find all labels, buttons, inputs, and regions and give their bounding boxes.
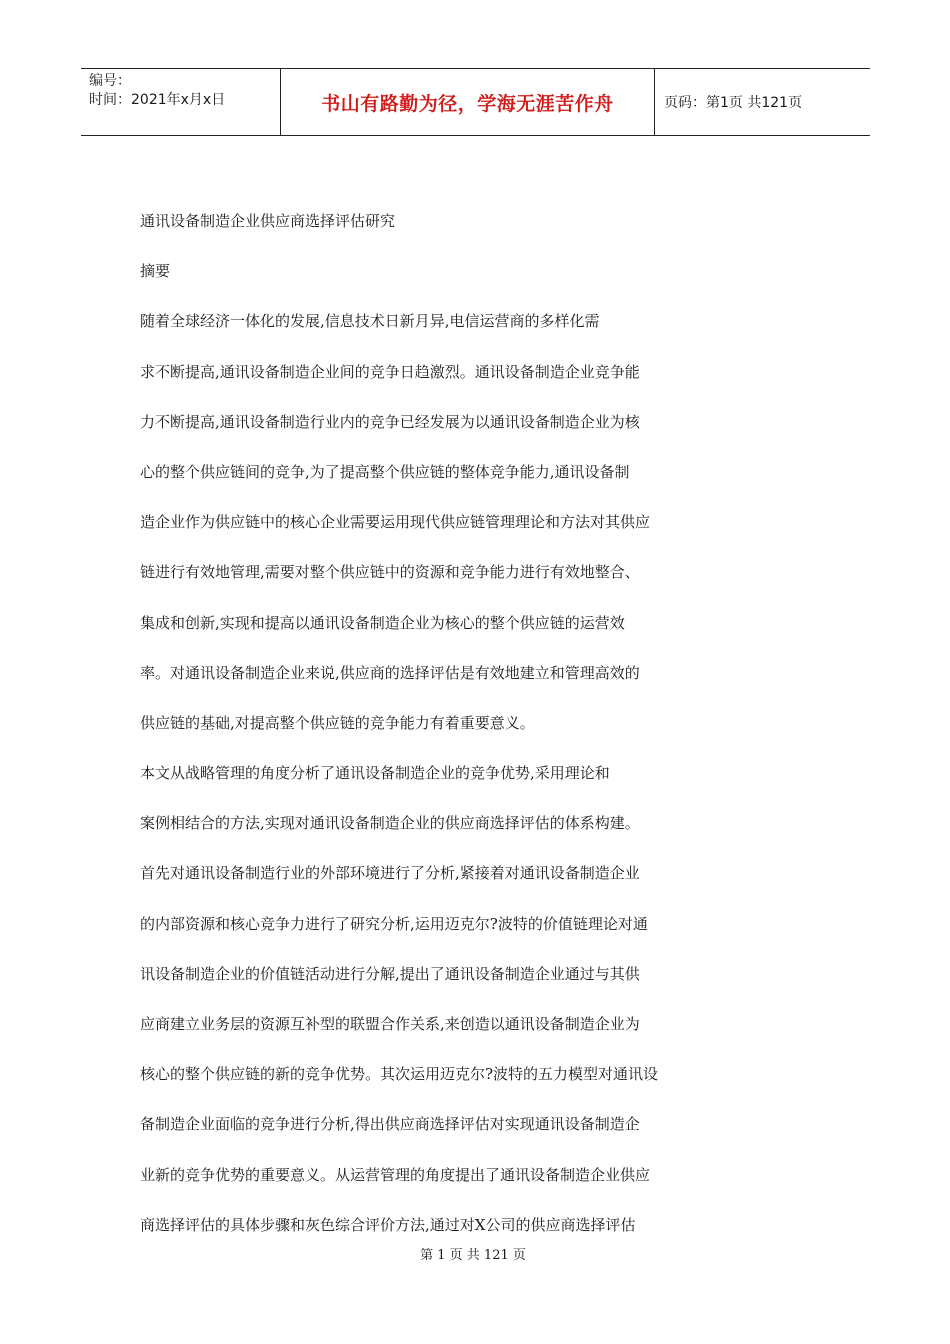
body-line: 案例相结合的方法,实现对通讯设备制造企业的供应商选择评估的体系构建。 bbox=[140, 814, 640, 833]
body-line: 造企业作为供应链中的核心企业需要运用现代供应链管理理论和方法对其供应 bbox=[140, 513, 651, 532]
body-line: 力不断提高,通讯设备制造行业内的竞争已经发展为以通讯设备制造企业为核 bbox=[140, 412, 640, 431]
body-line: 供应链的基础,对提高整个供应链的竞争能力有着重要意义。 bbox=[140, 713, 535, 732]
body-line: 本文从战略管理的角度分析了通讯设备制造企业的竞争优势,采用理论和 bbox=[140, 764, 610, 783]
body-line: 链进行有效地管理,需要对整个供应链中的资源和竞争能力进行有效地整合、 bbox=[140, 563, 640, 582]
document-time-label: 时间：2021年x月x日 bbox=[89, 92, 226, 108]
body-line: 心的整个供应链间的竞争,为了提高整个供应链的整体竞争能力,通讯设备制 bbox=[140, 462, 630, 481]
body-line: 求不断提高,通讯设备制造企业间的竞争日趋激烈。通讯设备制造企业竞争能 bbox=[140, 362, 640, 381]
page-footer bbox=[0, 1244, 950, 1263]
body-line: 首先对通讯设备制造行业的外部环境进行了分析,紧接着对通讯设备制造企业 bbox=[140, 864, 640, 883]
body-line: 率。对通讯设备制造企业来说,供应商的选择评估是有效地建立和管理高效的 bbox=[140, 663, 640, 682]
page-header bbox=[81, 68, 870, 136]
body-line: 商选择评估的具体步骤和灰色综合评价方法,通过对X公司的供应商选择评估 bbox=[140, 1215, 636, 1234]
header-motto: 书山有路勤为径，学海无涯苦作舟 bbox=[321, 92, 614, 115]
abstract-heading: 摘要 bbox=[140, 262, 171, 281]
body-line: 业新的竞争优势的重要意义。从运营管理的角度提出了通讯设备制造企业供应 bbox=[140, 1165, 651, 1184]
header-page-code: 页码：第1页 共121页 bbox=[664, 95, 803, 111]
body-line: 应商建立业务层的资源互补型的联盟合作关系,来创造以通讯设备制造企业为 bbox=[140, 1015, 640, 1033]
body-line: 备制造企业面临的竞争进行分析,得出供应商选择评估对实现通讯设备制造企 bbox=[140, 1115, 640, 1134]
document-title: 通讯设备制造企业供应商选择评估研究 bbox=[140, 212, 396, 230]
body-line: 的内部资源和核心竞争力进行了研究分析,运用迈克尔?波特的价值链理论对通 bbox=[140, 914, 648, 933]
document-number-label: 编号： bbox=[89, 73, 131, 89]
footer-page-number: 第 1 页 共 121 页 bbox=[420, 1248, 526, 1263]
body-line: 讯设备制造企业的价值链活动进行分解,提出了通讯设备制造企业通过与其供 bbox=[140, 964, 640, 983]
document-body bbox=[140, 202, 740, 1256]
header-page-cell bbox=[655, 69, 870, 135]
body-line: 集成和创新,实现和提高以通讯设备制造企业为核心的整个供应链的运营效 bbox=[140, 613, 625, 632]
body-line: 核心的整个供应链的新的竞争优势。其次运用迈克尔?波特的五力模型对通讯设 bbox=[140, 1065, 659, 1084]
body-line: 随着全球经济一体化的发展,信息技术日新月异,电信运营商的多样化需 bbox=[140, 312, 600, 331]
header-info-cell bbox=[81, 69, 281, 135]
header-motto-cell bbox=[281, 69, 655, 135]
